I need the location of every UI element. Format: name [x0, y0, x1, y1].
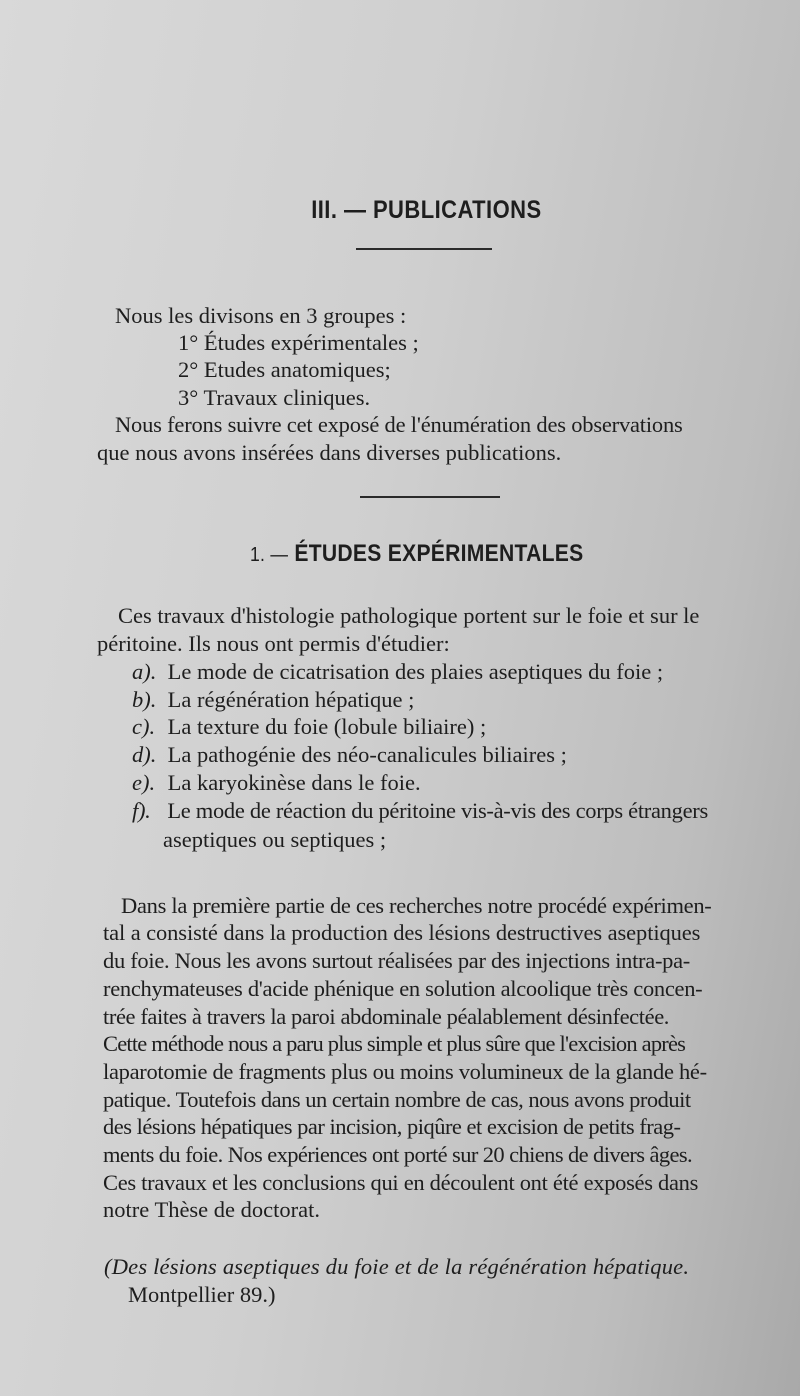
para2-line-7: laparotomie de fragments plus ou moins volumineux de la glande hé-: [103, 1059, 707, 1084]
para2-line-2: tal a consisté dans la production des lésions destructives aseptiques: [103, 920, 701, 945]
list-letter: f).: [132, 798, 151, 823]
subsection-title: ÉTUDES EXPÉRIMENTALES: [294, 540, 584, 567]
para1-line-2: péritoine. Ils nous ont permis d'étudier:: [97, 631, 450, 656]
list-item-e: [132, 769, 421, 797]
para2-line-9: des lésions hépatiques par incision, piqûre et excision de petits frag-: [103, 1114, 681, 1139]
para2-line-8: patique. Toutefois dans un certain nombre de cas, nous avons produit: [103, 1087, 691, 1112]
list-letter: d).: [132, 742, 157, 767]
para2-line-5: trée faites à travers la paroi abdominale péalablement désinfectée.: [103, 1004, 670, 1029]
citation-line-2: Montpellier 89.): [128, 1282, 276, 1307]
list-letter: e).: [132, 770, 156, 795]
subsection-number: 1. —: [250, 544, 289, 566]
list-item-d: [132, 741, 567, 769]
intro-line-2: Nous ferons suivre cet exposé de l'énumération des observations: [115, 412, 683, 437]
list-item-c: [132, 713, 486, 741]
para2-line-1: Dans la première partie de ces recherches notre procédé expérimen-: [121, 893, 712, 918]
para1-line-1: Ces travaux d'histologie pathologique portent sur le foie et sur le: [118, 603, 700, 628]
subsection-heading: [250, 540, 584, 568]
list-letter: b).: [132, 687, 157, 712]
intro-line-1: Nous les divisons en 3 groupes :: [115, 303, 407, 328]
para2-line-12: notre Thèse de doctorat.: [103, 1197, 321, 1222]
para2-line-6: Cette méthode nous a paru plus simple et plus sûre que l'excision après: [103, 1031, 686, 1056]
list-text: La pathogénie des néo-canalicules biliaires ;: [167, 742, 567, 767]
citation-line-1: (Des lésions aseptiques du foie et de la régénération hépatique.: [104, 1254, 690, 1279]
list-text: Le mode de réaction du péritoine vis-à-vis des corps étrangers: [167, 798, 708, 823]
section-heading: III. — PUBLICATIONS: [311, 196, 542, 224]
para2-line-10: ments du foie. Nos expériences ont porté sur 20 chiens de divers âges.: [103, 1142, 693, 1167]
list-continuation: aseptiques ou septiques ;: [163, 827, 387, 852]
para2-line-11: Ces travaux et les conclusions qui en découlent ont été exposés dans: [103, 1170, 699, 1195]
list-letter: c).: [132, 714, 156, 739]
list-text: La karyokinèse dans le foie.: [167, 770, 421, 795]
group-item-1: 1° Études expérimentales ;: [178, 330, 419, 355]
para2-line-4: renchymateuses d'acide phénique en solution alcoolique très concen-: [103, 976, 703, 1001]
list-item-f: [132, 797, 708, 825]
list-item-b: [132, 686, 414, 714]
heading-rule: [356, 248, 492, 250]
list-text: Le mode de cicatrisation des plaies aseptiques du foie ;: [167, 659, 664, 684]
para2-line-3: du foie. Nous les avons surtout réalisées par des injections intra-pa-: [103, 948, 690, 973]
list-letter: a).: [132, 659, 157, 684]
divider-rule: [360, 496, 500, 498]
group-item-3: 3° Travaux cliniques.: [178, 385, 371, 410]
list-text: La texture du foie (lobule biliaire) ;: [167, 714, 487, 739]
list-text: La régénération hépatique ;: [167, 687, 415, 712]
group-item-2: 2° Etudes anatomiques;: [178, 357, 391, 382]
list-item-a: [132, 658, 663, 686]
intro-line-3: que nous avons insérées dans diverses publications.: [97, 440, 562, 465]
